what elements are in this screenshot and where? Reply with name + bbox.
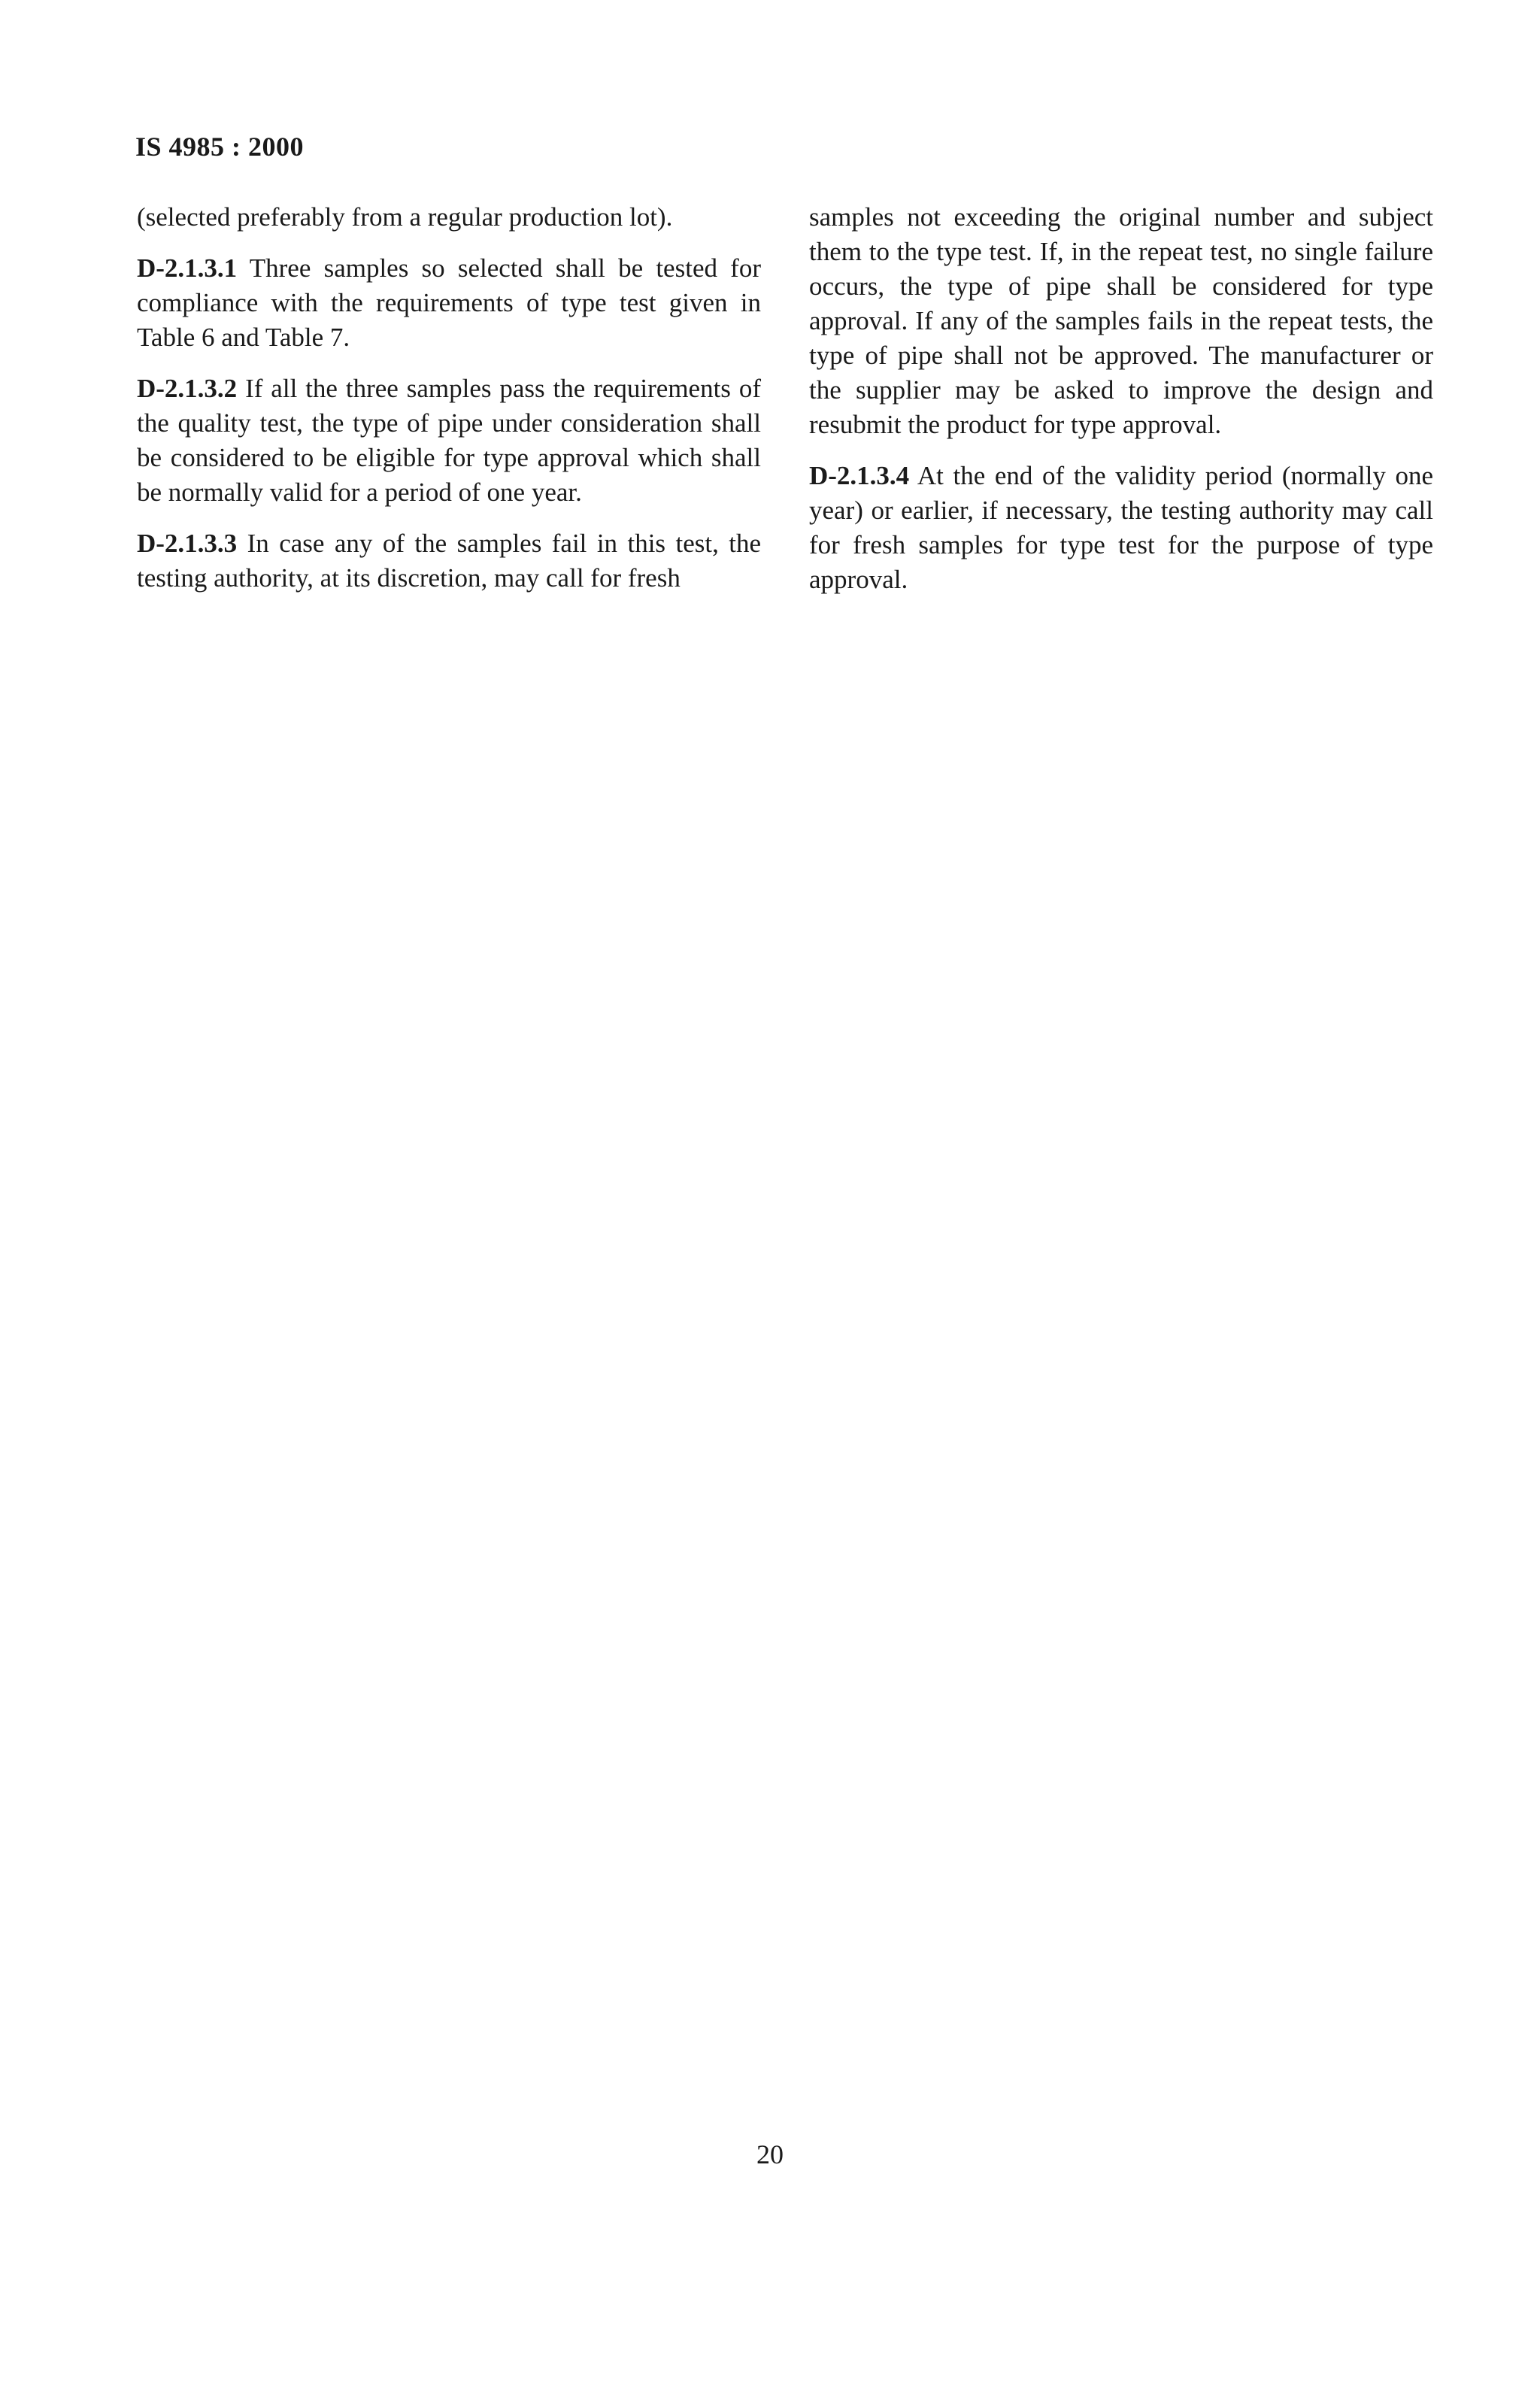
clause-text: Three samples so selected shall be tested for compliance with the requirements of type test given in Table 6 and Table 7. [137,253,761,352]
clause-number: D-2.1.3.1 [137,253,238,283]
clause-text: In case any of the samples fail in this test, the testing authority, at its discretion, may call for fresh [137,529,762,593]
left-column [137,200,761,612]
clause-number: D-2.1.3.3 [137,529,238,558]
clause-d-2-1-3-3 [137,526,761,596]
clause-d-2-1-3-4 [809,459,1433,597]
right-column [809,200,1433,614]
standard-header: IS 4985 : 2000 [135,132,305,162]
clause-d-2-1-3-2 [137,371,761,510]
paragraph-text: (selected preferably from a regular production lot). [137,202,673,232]
clause-d-2-1-3-1 [137,251,761,355]
paragraph-continuation [137,200,761,235]
clause-number: D-2.1.3.4 [809,461,910,490]
page-number: 20 [756,2139,784,2169]
clause-number: D-2.1.3.2 [137,374,238,403]
paragraph-continuation [809,200,1433,442]
clause-text: At the end of the validity period (normally one year) or earlier, if necessary, the testing authority may call for fresh samples for type test for the purpose of type approval. [809,461,1433,594]
clause-text: If all the three samples pass the requirements of the quality test, the type of pipe under consideration shall be considered to be eligible for type approval which shall be normally valid for a period of one year. [137,374,761,507]
paragraph-text: samples not exceeding the original number and subject them to the type test. If, in the repeat test, no single failure occurs, the type of pipe shall be considered for type approval. If any of the samples fails in the repeat tests, the type of pipe shall not be approved. The manufacturer or the supplier may be asked to improve the design and resubmit the product for type approval. [809,202,1433,439]
